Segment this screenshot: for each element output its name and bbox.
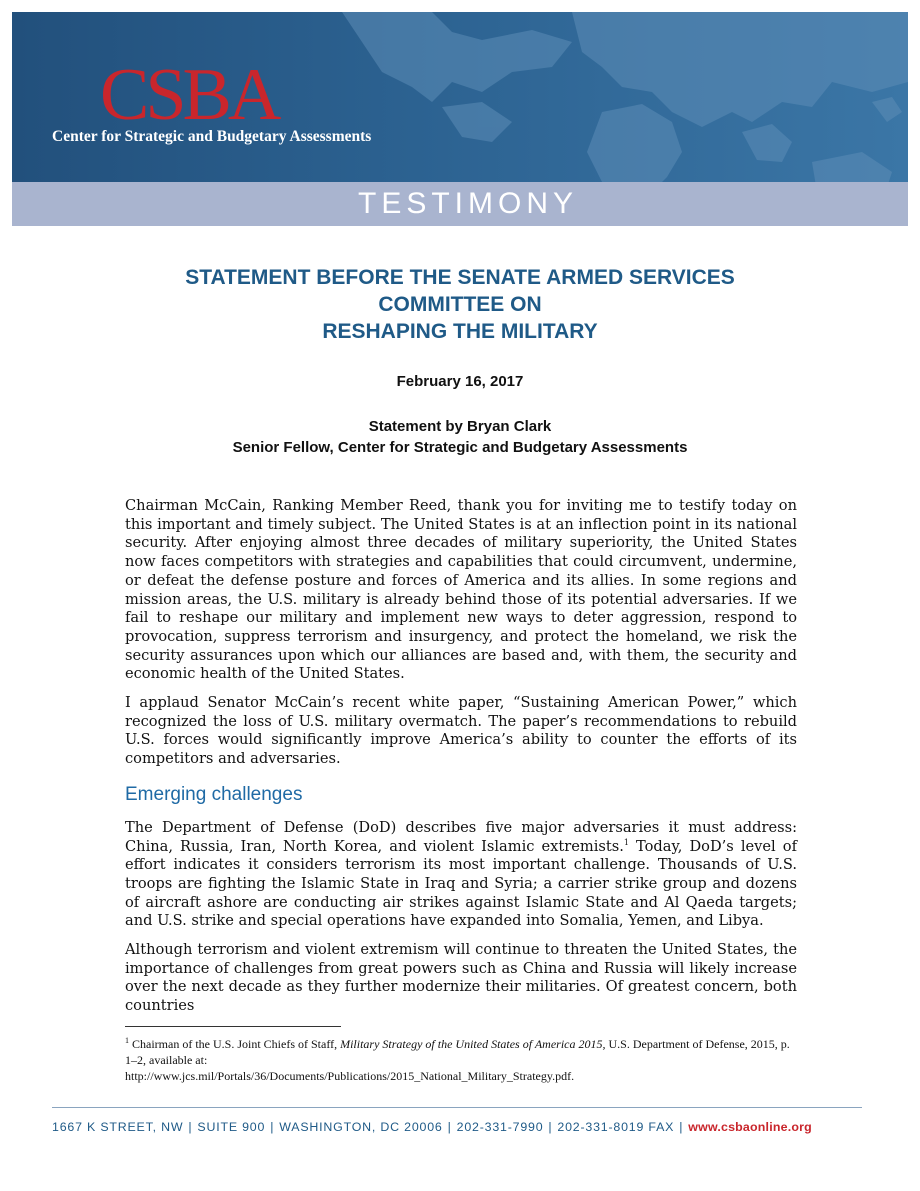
document-type-label: TESTIMONY (358, 187, 579, 220)
paragraph-text: Today, DoD’s level of effort indicates it considers terrorism its most important challenge. Thousands of U.S. troops are fighting the Islamic State in Iraq and Syria; a carrier strike group and dozens of aircraft ashore are conducting air strikes against Islamic State and Al Qaeda targets; and U.S. strike and special operations have expanded into Somalia, Yemen, and Libya. (125, 837, 797, 930)
footer-address: 1667 K STREET, NW (52, 1120, 184, 1134)
byline-affiliation: Senior Fellow, Center for Strategic and Budgetary Assessments (232, 439, 688, 456)
footer-separator: | (270, 1120, 275, 1134)
footer-separator: | (548, 1120, 553, 1134)
footer-separator: | (188, 1120, 193, 1134)
footnote-text: U.S. Department of Defense, 2015, p. 1–2, available at: (125, 1037, 790, 1067)
footnote-number: 1 (125, 1036, 129, 1045)
footer-separator: | (679, 1120, 684, 1134)
organization-name: Center for Strategic and Budgetary Assessments (52, 128, 372, 145)
statement-date: February 16, 2017 (396, 373, 524, 390)
footer-fax: 202-331-8019 FAX (557, 1120, 675, 1134)
title-line: COMMITTEE ON (378, 293, 542, 316)
title-line: STATEMENT BEFORE THE SENATE ARMED SERVICES (185, 266, 735, 289)
footer-separator: | (447, 1120, 452, 1134)
title-line: RESHAPING THE MILITARY (322, 320, 598, 343)
footer-suite: SUITE 900 (197, 1120, 266, 1134)
paragraph-text: The Department of Defense (DoD) describes five major adversaries it must address: China, Russia, Iran, North Korea, and violent Islamic extremists. (125, 818, 797, 855)
section-heading: Emerging challenges (125, 783, 303, 805)
footer-city: WASHINGTON, DC 20006 (279, 1120, 443, 1134)
footer-phone: 202-331-7990 (456, 1120, 544, 1134)
footnote-reference[interactable]: 1 (623, 837, 629, 847)
footnote-title: Military Strategy of the United States of America 2015, (340, 1037, 606, 1051)
footer-website-link[interactable]: www.csbaonline.org (688, 1120, 812, 1134)
body-paragraph: Although terrorism and violent extremism will continue to threaten the United States, the importance of challenges from great powers such as China and Russia will likely increase over the next decade as they further modernize their militaries. Of greatest concern, both countries (125, 941, 797, 1015)
body-paragraph: Chairman McCain, Ranking Member Reed, thank you for inviting me to testify today on this important and timely subject. The United States is at an inflection point in its national security. After enjoying almost three decades of military superiority, the United States now faces competitors with strategies and capabilities that could circumvent, undermine, or defeat the defense posture and forces of America and its allies. In some regions and mission areas, the U.S. military is already behind those of its potential adversaries. If we fail to reshape our military and implement new ways to deter aggression, respond to provocation, suppress terrorism and insurgency, and protect the homeland, we risk the security assurances upon which our alliances are based and, with them, the security and economic health of the United States. (125, 497, 797, 683)
footnote (125, 1036, 797, 1084)
statement-body (125, 497, 797, 1026)
footnote-text: Chairman of the U.S. Joint Chiefs of Staff, (129, 1037, 341, 1051)
footnote-divider (125, 1026, 341, 1027)
header-banner (12, 12, 908, 226)
footer-contact (52, 1120, 872, 1134)
body-paragraph (125, 819, 797, 931)
page-title (60, 264, 860, 345)
byline-author: Statement by Bryan Clark (368, 418, 552, 435)
footnote-url[interactable]: http://www.jcs.mil/Portals/36/Documents/Publications/2015_National_Military_Strategy.pdf. (125, 1069, 575, 1083)
body-paragraph: I applaud Senator McCain’s recent white paper, “Sustaining American Power,” which recognized the loss of U.S. military overmatch. The paper’s recommendations to rebuild U.S. forces would significantly improve America’s ability to counter the efforts of its competitors and adversaries. (125, 694, 797, 768)
footer-divider (52, 1107, 862, 1108)
csba-logo: CSBA (100, 54, 278, 136)
byline (60, 416, 860, 458)
